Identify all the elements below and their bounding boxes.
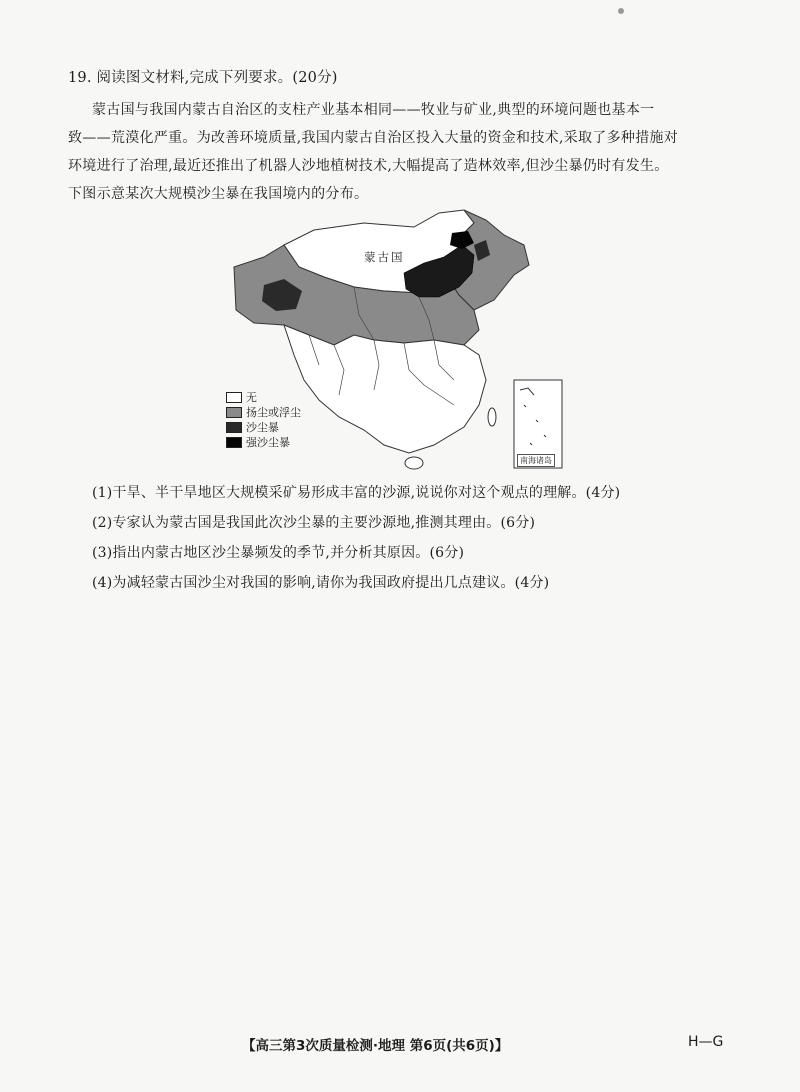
intro-line: 致——荒漠化严重。为改善环境质量,我国内蒙古自治区投入大量的资金和技术,采取了多种措施对 bbox=[68, 130, 679, 146]
exam-code: H—G bbox=[688, 1034, 724, 1050]
legend-swatch bbox=[226, 437, 242, 448]
legend-item-sandstorm bbox=[226, 420, 301, 435]
subquestion-1: (1)干旱、半干旱地区大规模采矿易形成丰富的沙源,说说你对这个观点的理解。(4分) bbox=[92, 485, 621, 501]
intro-line: 环境进行了治理,最近还推出了机器人沙地植树技术,大幅提高了造林效率,但沙尘暴仍时有发生。 bbox=[68, 158, 669, 174]
page-footer: 【高三第3次质量检测·地理 第6页(共6页)】 bbox=[242, 1038, 509, 1054]
legend-label: 沙尘暴 bbox=[246, 421, 279, 434]
intro-line: 蒙古国与我国内蒙古自治区的支柱产业基本相同——牧业与矿业,典型的环境问题也基本一 bbox=[92, 102, 655, 118]
intro-line: 下图示意某次大规模沙尘暴在我国境内的分布。 bbox=[68, 186, 369, 202]
scan-speck bbox=[618, 8, 624, 14]
question-intro bbox=[68, 96, 732, 208]
subquestion-3: (3)指出内蒙古地区沙尘暴频发的季节,并分析其原因。(6分) bbox=[92, 545, 465, 561]
legend-label: 扬尘或浮尘 bbox=[246, 406, 301, 419]
legend-swatch bbox=[226, 392, 242, 403]
legend-item-floating-dust bbox=[226, 405, 301, 420]
legend-label: 无 bbox=[246, 391, 257, 404]
mongolia-label: 蒙古国 bbox=[364, 250, 405, 264]
subquestion-4: (4)为减轻蒙古国沙尘对我国的影响,请你为我国政府提出几点建议。(4分) bbox=[92, 575, 550, 591]
legend-label: 强沙尘暴 bbox=[246, 436, 290, 449]
legend-item-none bbox=[226, 390, 301, 405]
legend-swatch bbox=[226, 407, 242, 418]
question-title: 19. 阅读图文材料,完成下列要求。(20分) bbox=[68, 70, 338, 86]
legend-swatch bbox=[226, 422, 242, 433]
map-legend bbox=[226, 390, 301, 450]
dust-storm-map bbox=[224, 205, 564, 475]
subquestion-2: (2)专家认为蒙古国是我国此次沙尘暴的主要沙源地,推测其理由。(6分) bbox=[92, 515, 536, 531]
legend-item-strong-sandstorm bbox=[226, 435, 301, 450]
south-china-sea-inset-label: 南海诸岛 bbox=[517, 454, 555, 467]
